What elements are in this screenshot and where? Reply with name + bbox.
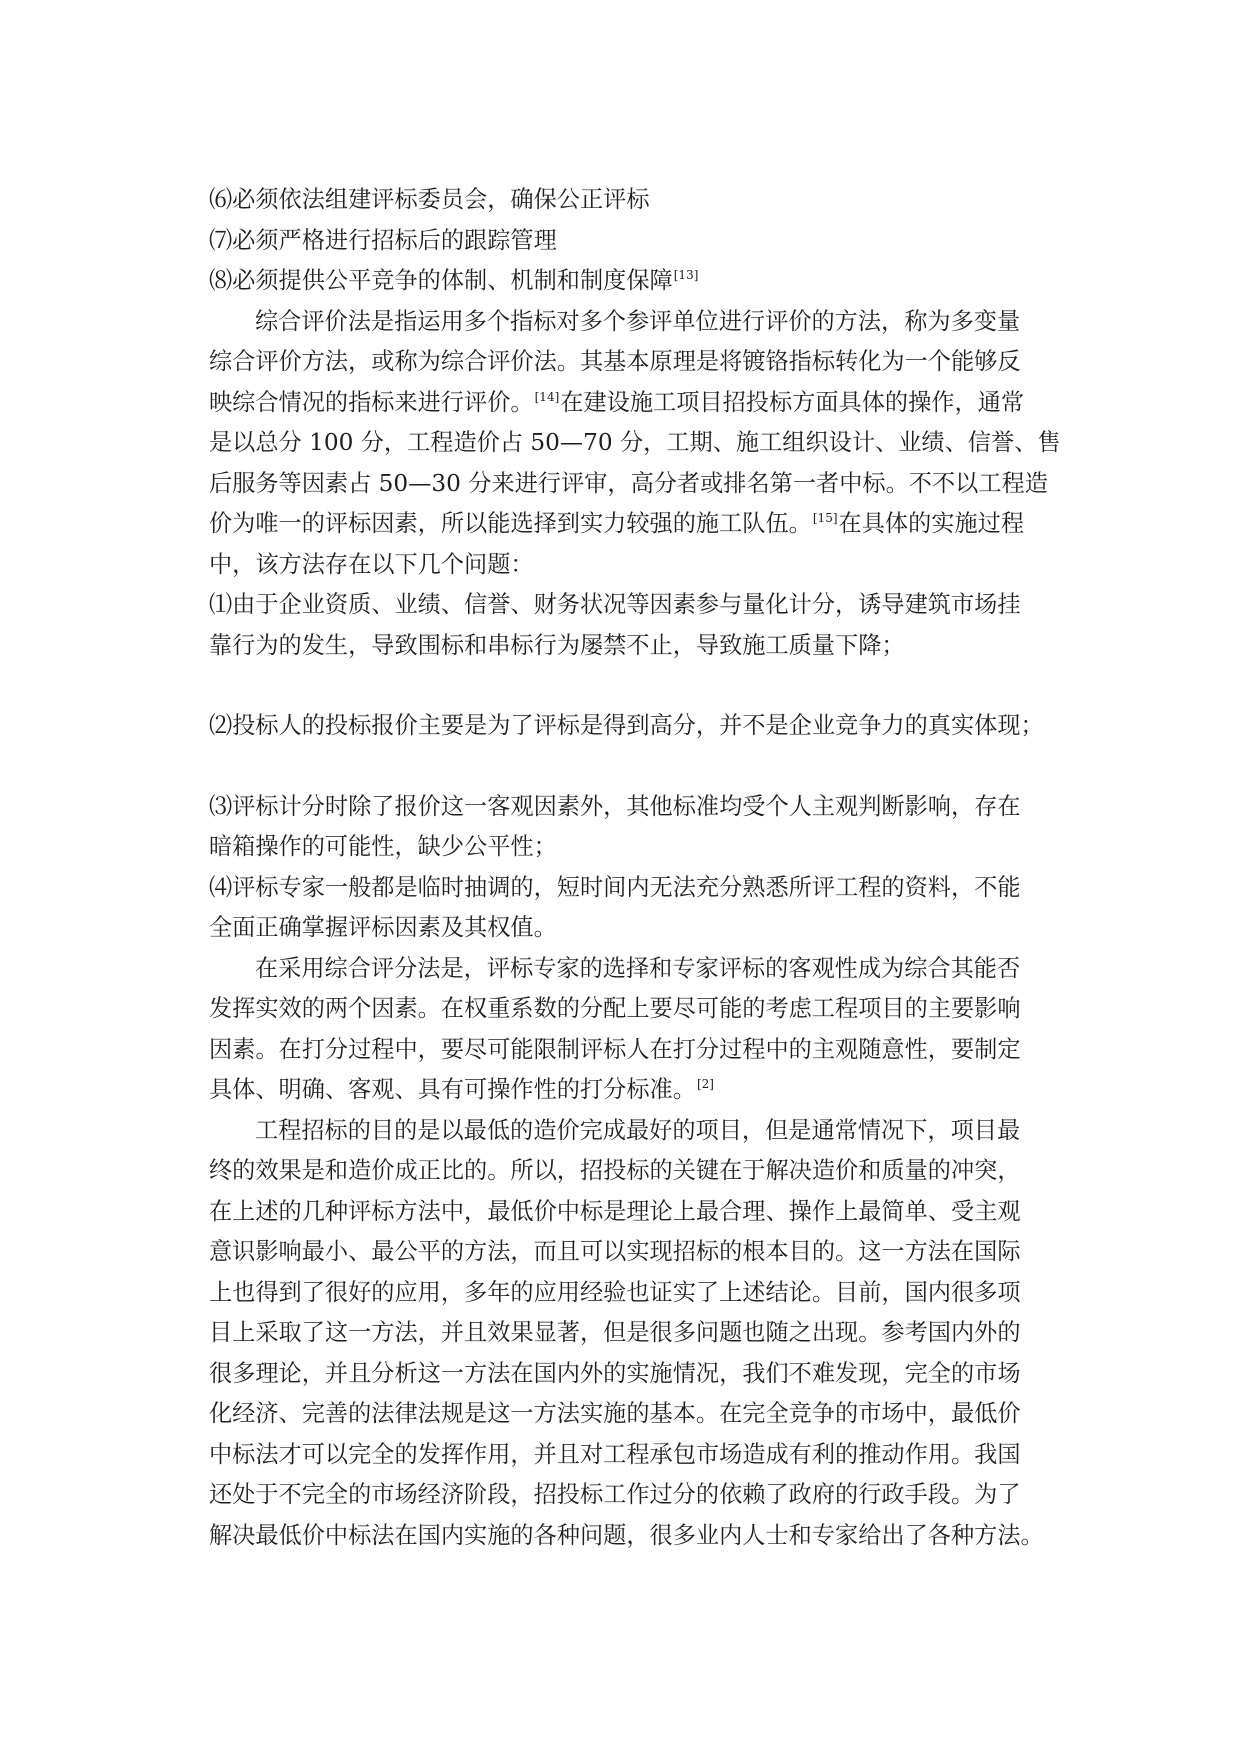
paragraph-line: 映综合情况的指标来进行评价。[14]在建设施工项目招投标方面具体的操作，通常 xyxy=(209,388,1025,416)
citation-2: [2] xyxy=(696,1077,714,1091)
paragraph-line: 综合评价方法，或称为综合评价法。其基本原理是将镀铬指标转化为一个能够反 xyxy=(209,348,1021,375)
paragraph-line: 综合评价法是指运用多个指标对多个参评单位进行评价的方法，称为多变量 xyxy=(255,307,1021,335)
problem-item-2: ⑵投标人的投标报价主要是为了评标是得到高分，并不是企业竞争力的真实体现； xyxy=(209,712,1044,739)
citation-15: [15] xyxy=(812,511,838,525)
citation-13: [13] xyxy=(673,268,699,282)
paragraph-line: 在上述的几种评标方法中，最低价中标是理论上最合理、操作上最简单、受主观 xyxy=(209,1197,1021,1225)
paragraph-line: 发挥实效的两个因素。在权重系数的分配上要尽可能的考虑工程项目的主要影响 xyxy=(209,995,1021,1022)
paragraph-line: 价为唯一的评标因素，所以能选择到实力较强的施工队伍。[15]在具体的实施过程 xyxy=(209,510,1025,537)
paragraph-line: 在采用综合评分法是，评标专家的选择和专家评标的客观性成为综合其能否 xyxy=(255,954,1021,982)
problem-item-4: ⑷评标专家一般都是临时抽调的，短时间内无法充分熟悉所评工程的资料，不能 xyxy=(209,873,1021,901)
paragraph-line: 终的效果是和造价成正比的。所以，招投标的关键在于解决造价和质量的冲突， xyxy=(209,1157,1021,1184)
citation-14: [14] xyxy=(534,389,560,404)
paragraph-line: 具体、明确、客观、具有可操作性的打分标准。[2] xyxy=(209,1076,714,1103)
body-text xyxy=(209,180,1079,1556)
paragraph-line: 后服务等因素占 50—30 分来进行评审，高分者或排名第一者中标。不不以工程造 xyxy=(209,469,1048,497)
problem-item-3-cont: 暗箱操作的可能性，缺少公平性； xyxy=(209,833,557,860)
paragraph-line: 目上采取了这一方法，并且效果显著，但是很多问题也随之出现。参考国内外的 xyxy=(209,1319,1021,1346)
paragraph-line: 上也得到了很好的应用，多年的应用经验也证实了上述结论。目前，国内很多项 xyxy=(209,1278,1021,1306)
paragraph-line: 化经济、完善的法律法规是这一方法实施的基本。在完全竞争的市场中，最低价 xyxy=(209,1400,1021,1427)
paragraph-line: 还处于不完全的市场经济阶段，招投标工作过分的依赖了政府的行政手段。为了 xyxy=(209,1481,1021,1508)
paragraph-line: 是以总分 100 分，工程造价占 50—70 分，工期、施工组织设计、业绩、信誉、售 xyxy=(209,429,1061,456)
paragraph-line: 中，该方法存在以下几个问题： xyxy=(209,550,534,578)
paragraph-line: 意识影响最小、最公平的方法，而且可以实现招标的根本目的。这一方法在国际 xyxy=(209,1238,1021,1265)
paragraph-line: 很多理论，并且分析这一方法在国内外的实施情况，我们不难发现，完全的市场 xyxy=(209,1359,1021,1387)
paragraph-line: 中标法才可以完全的发挥作用，并且对工程承包市场造成有利的推动作用。我国 xyxy=(209,1440,1021,1468)
problem-item-1-cont: 靠行为的发生，导致围标和串标行为屡禁不止，导致施工质量下降； xyxy=(209,631,905,659)
list-item-6: ⑹必须依法组建评标委员会，确保公正评标 xyxy=(209,186,650,213)
list-item-8: ⑻必须提供公平竞争的体制、机制和制度保障[13] xyxy=(209,267,699,294)
list-item-7: ⑺必须严格进行招标后的跟踪管理 xyxy=(209,226,557,254)
problem-item-3: ⑶评标计分时除了报价这一客观因素外，其他标准均受个人主观判断影响，存在 xyxy=(209,792,1021,820)
paragraph-line: 因素。在打分过程中，要尽可能限制评标人在打分过程中的主观随意性，要制定 xyxy=(209,1035,1021,1063)
problem-item-4-cont: 全面正确掌握评标因素及其权值。 xyxy=(209,914,557,941)
problem-item-1: ⑴由于企业资质、业绩、信誉、财务状况等因素参与量化计分，诱导建筑市场挂 xyxy=(209,591,1021,618)
paragraph-line: 工程招标的目的是以最低的造价完成最好的项目，但是通常情况下，项目最 xyxy=(255,1116,1021,1144)
paragraph-line: 解决最低价中标法在国内实施的各种问题，很多业内人士和专家给出了各种方法。 xyxy=(209,1521,1044,1549)
